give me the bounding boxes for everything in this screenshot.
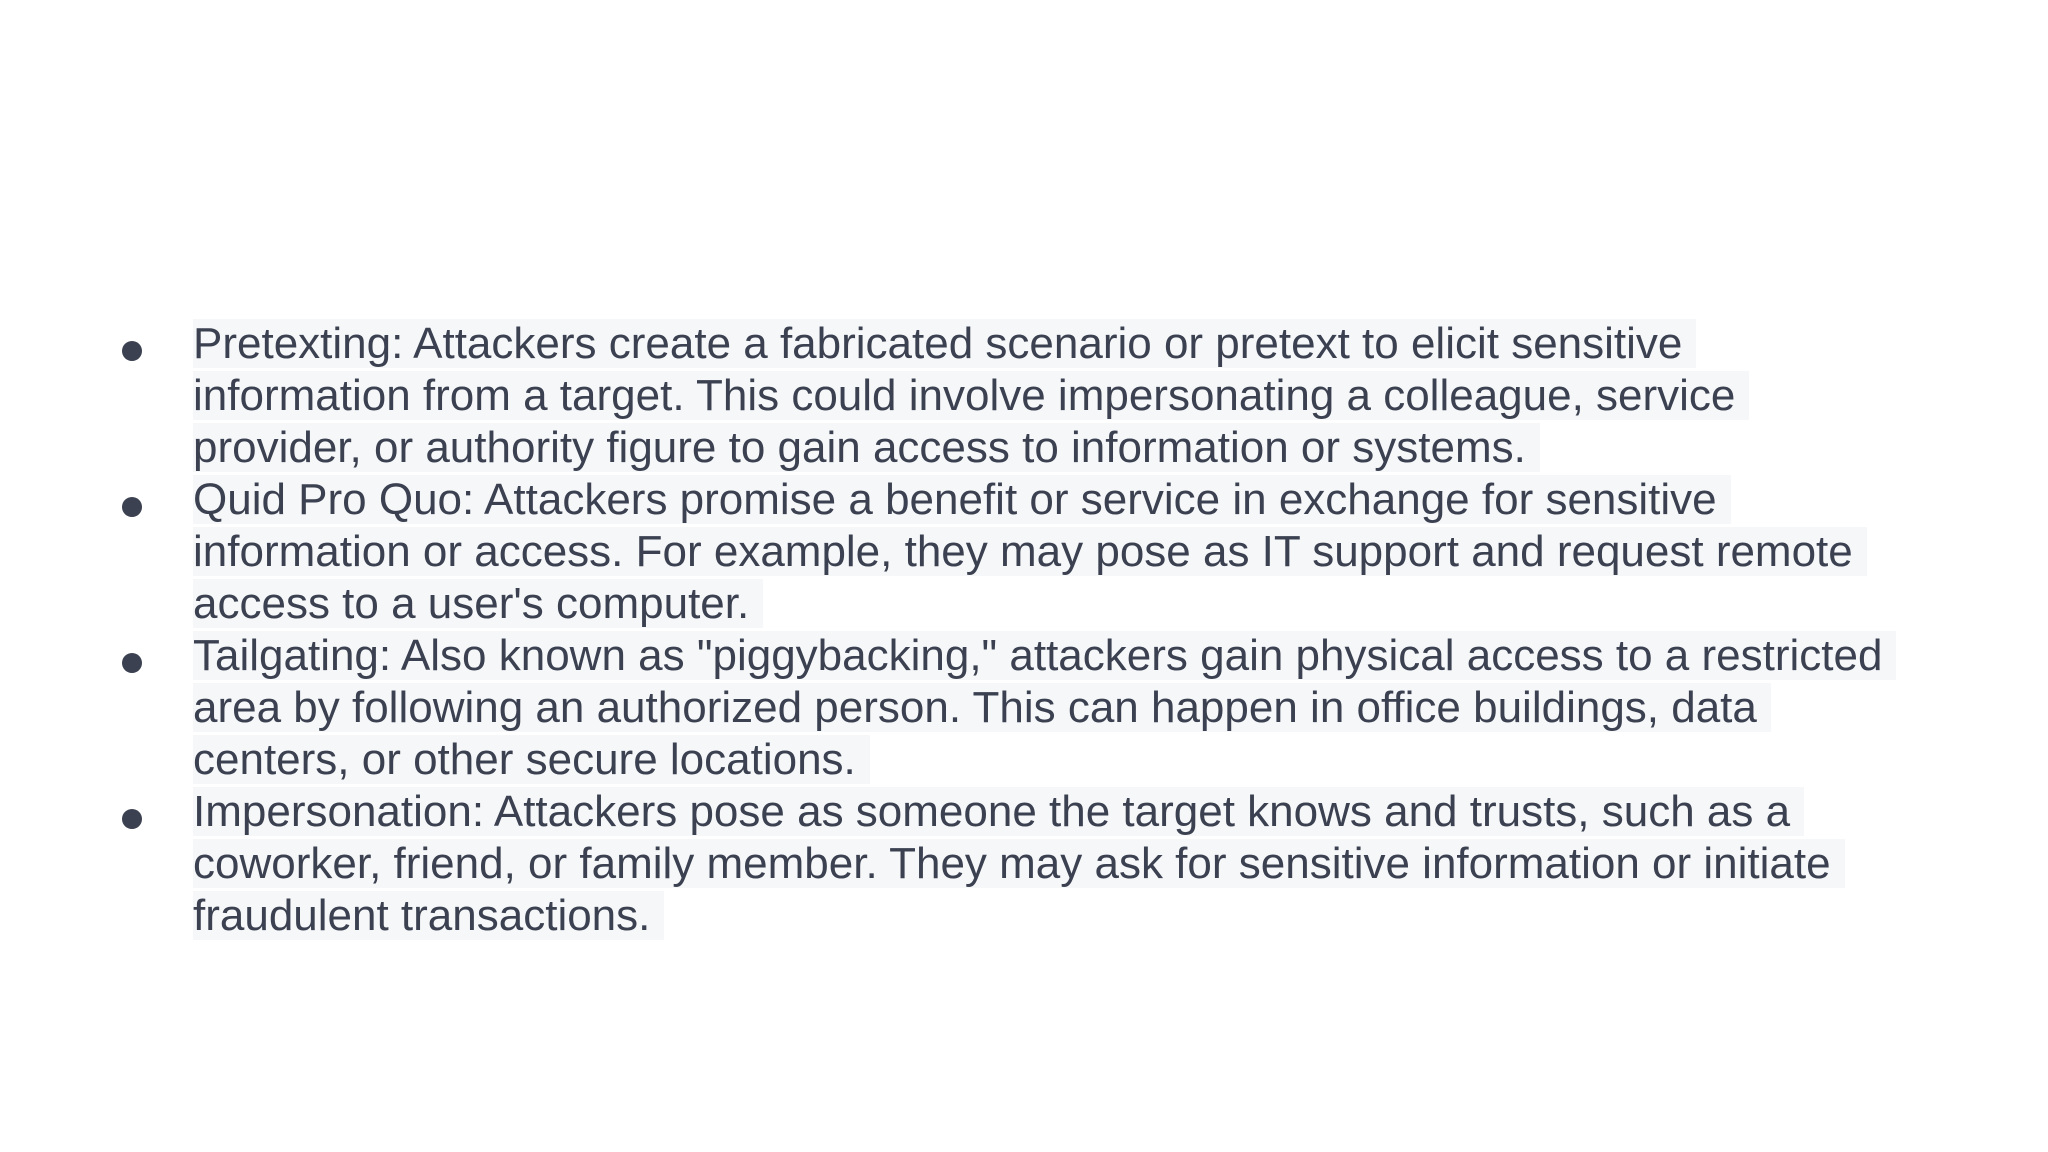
bullet-line: fraudulent transactions.: [193, 890, 2048, 942]
bullet-list: [0, 318, 2048, 942]
bullet-line: Impersonation: Attackers pose as someone the target knows and trusts, such as a: [193, 786, 2048, 838]
bullet-line: centers, or other secure locations.: [193, 734, 2048, 786]
bullet-line: coworker, friend, or family member. They may ask for sensitive information or initiate: [193, 838, 2048, 890]
bullet-item-quid-pro-quo: [0, 474, 2048, 630]
bullet-text: [193, 786, 2048, 942]
bullet-line: area by following an authorized person. This can happen in office buildings, data: [193, 682, 2048, 734]
bullet-item-impersonation: [0, 786, 2048, 942]
bullet-line: provider, or authority figure to gain access to information or systems.: [193, 422, 2048, 474]
bullet-text: [193, 630, 2048, 786]
bullet-line: information from a target. This could involve impersonating a colleague, service: [193, 370, 2048, 422]
bullet-line: Pretexting: Attackers create a fabricated scenario or pretext to elicit sensitive: [193, 318, 2048, 370]
bullet-line: information or access. For example, they may pose as IT support and request remote: [193, 526, 2048, 578]
bullet-text: [193, 474, 2048, 630]
bullet-dot-icon: [122, 497, 142, 517]
bullet-dot-icon: [122, 653, 142, 673]
bullet-line: Quid Pro Quo: Attackers promise a benefit or service in exchange for sensitive: [193, 474, 2048, 526]
bullet-line: access to a user's computer.: [193, 578, 2048, 630]
bullet-dot-icon: [122, 341, 142, 361]
bullet-item-pretexting: [0, 318, 2048, 474]
bullet-line: Tailgating: Also known as "piggybacking," attackers gain physical access to a restricted: [193, 630, 2048, 682]
bullet-item-tailgating: [0, 630, 2048, 786]
bullet-dot-icon: [122, 809, 142, 829]
bullet-text: [193, 318, 2048, 474]
